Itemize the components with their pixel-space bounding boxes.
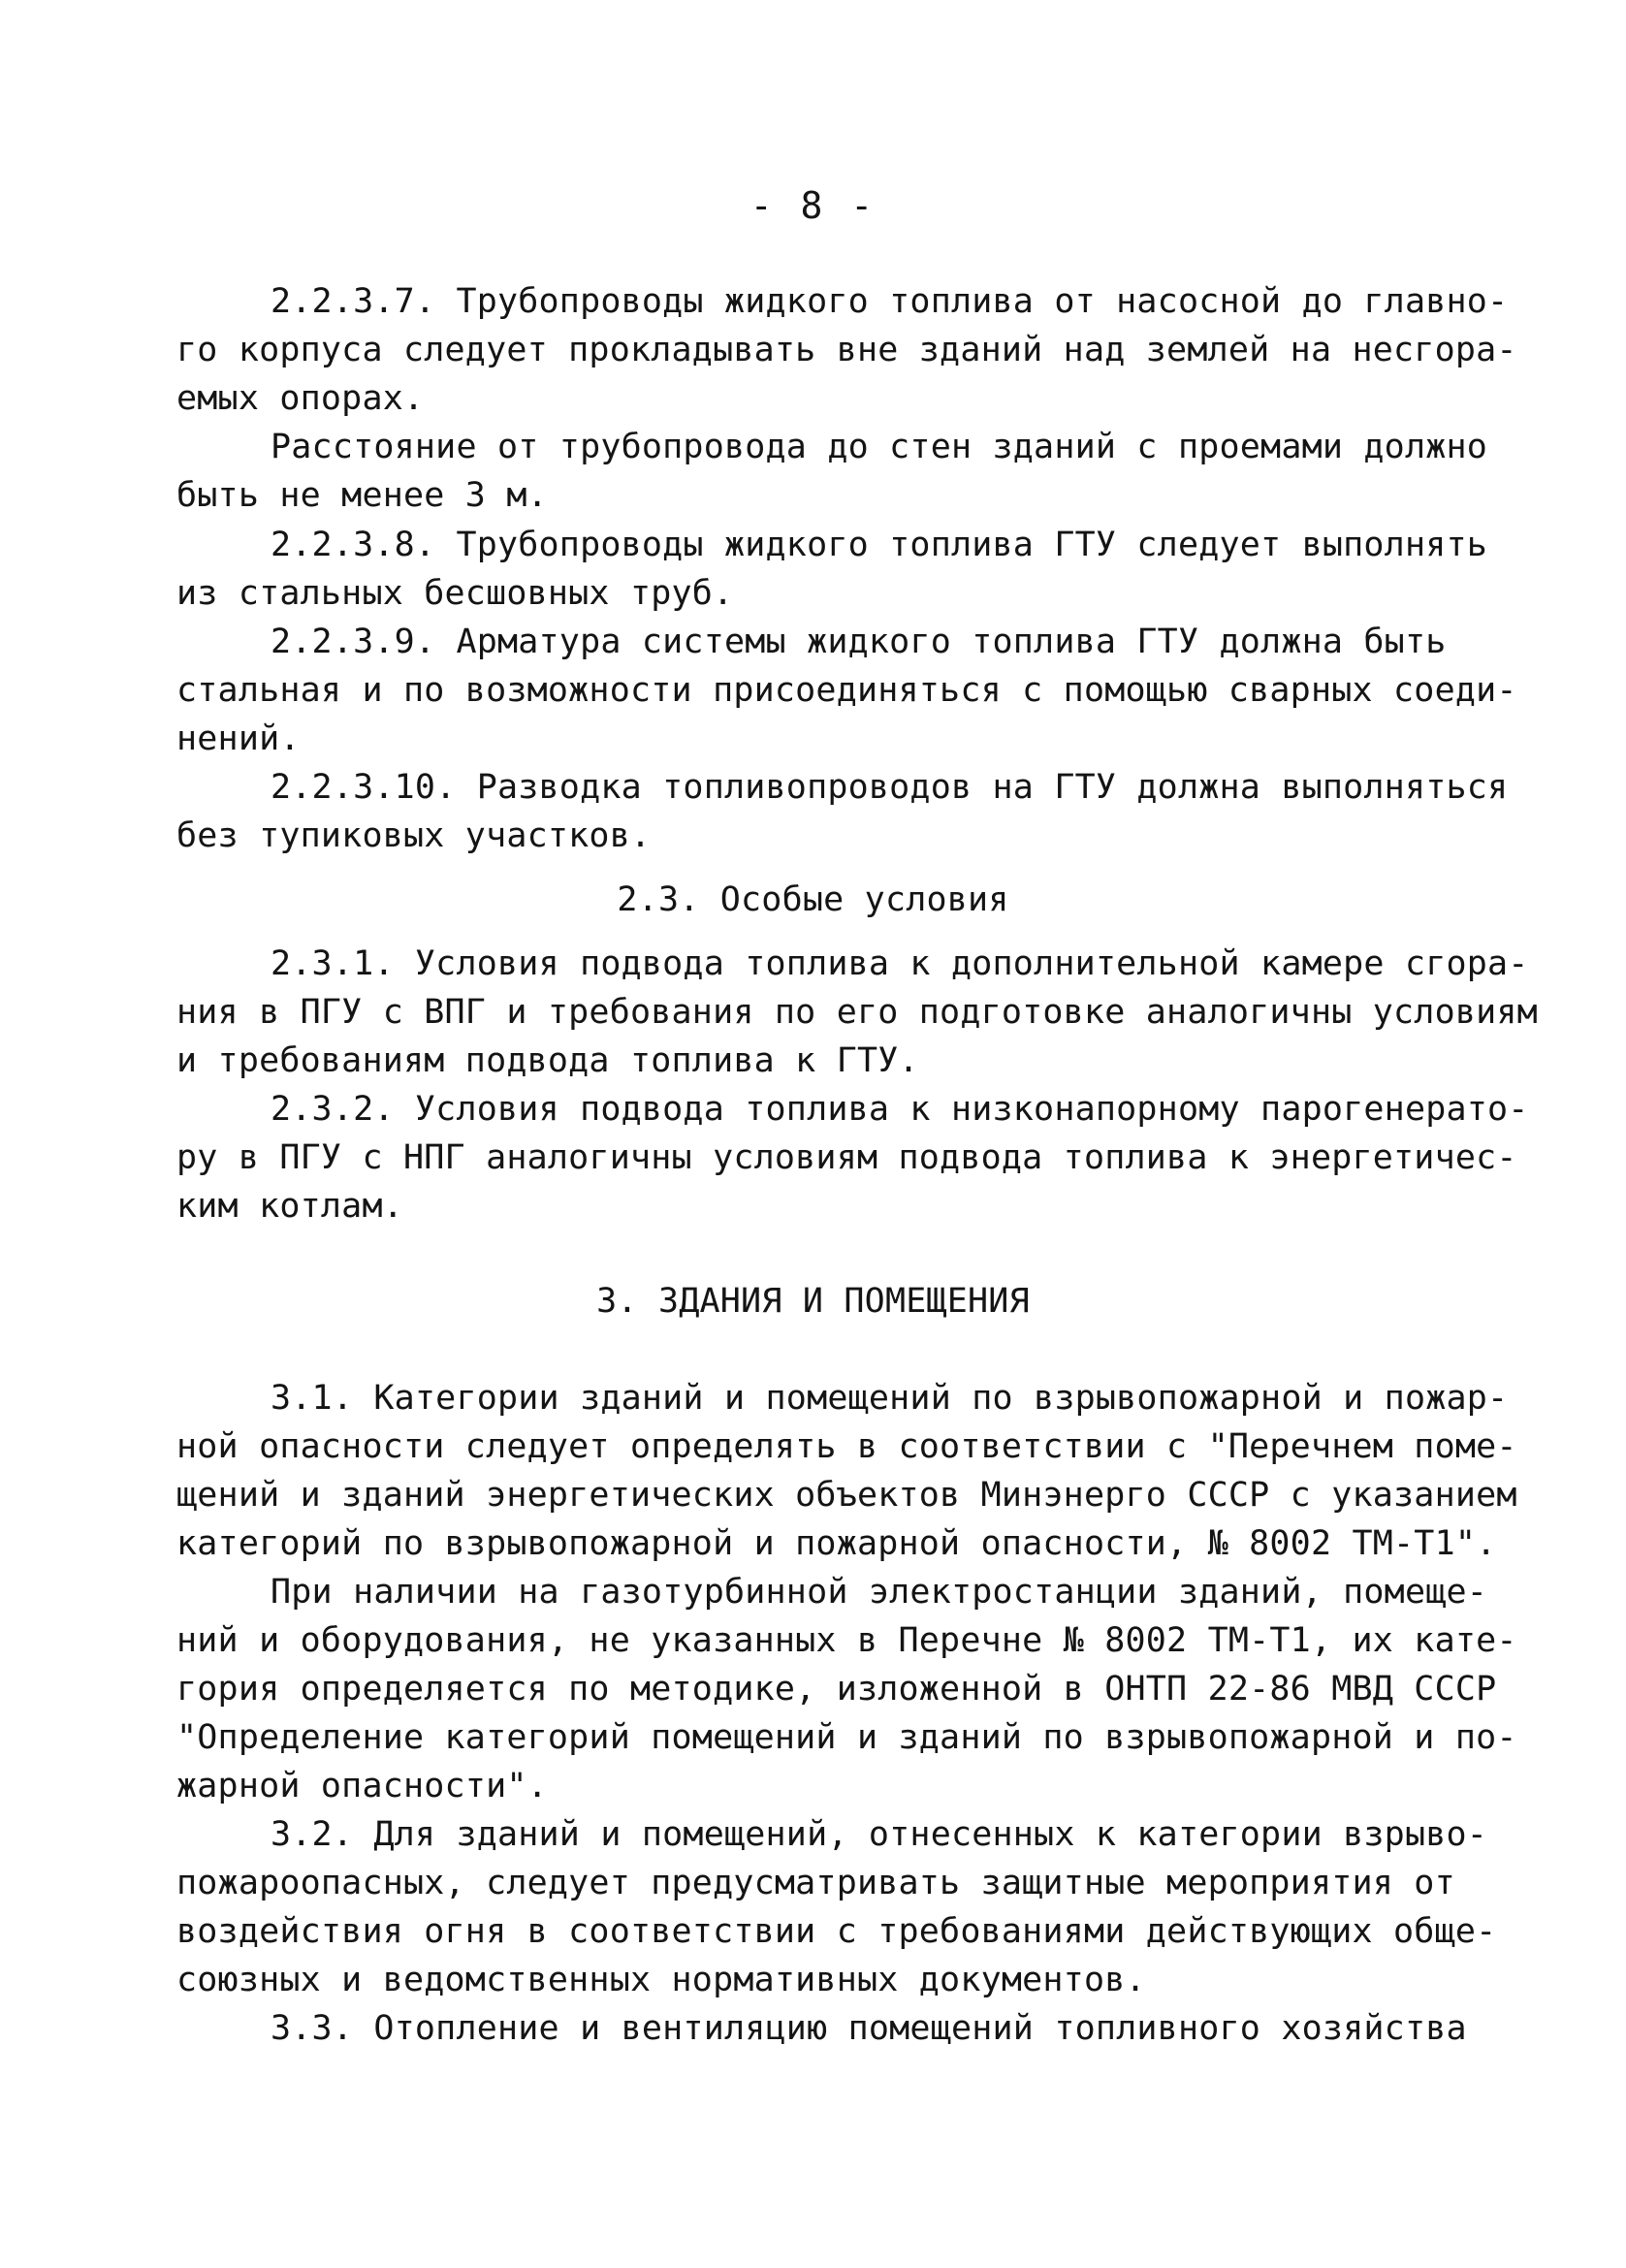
text-line: жарной опасности". xyxy=(176,1767,548,1805)
text-line: пожароопасных, следует предусматривать защитные мероприятия от xyxy=(176,1864,1455,1902)
text-line: и требованиям подвода топлива к ГТУ. xyxy=(176,1041,919,1080)
text-line: нений. xyxy=(176,719,301,758)
text-line: из стальных бесшовных труб. xyxy=(176,574,734,613)
section-heading: 2.3. Особые условия xyxy=(617,880,1009,919)
chapter-heading: 3. ЗДАНИЯ И ПОМЕЩЕНИЯ xyxy=(596,1282,1030,1321)
text-line: емых опорах. xyxy=(176,379,425,418)
text-line: 2.2.3.8. Трубопроводы жидкого топлива ГТУ следует выполнять xyxy=(271,526,1488,564)
text-line: ким котлам. xyxy=(176,1187,403,1226)
text-line: 3.1. Категории зданий и помещений по взрывопожарной и пожар- xyxy=(271,1379,1509,1418)
text-line: категорий по взрывопожарной и пожарной опасности, № 8002 ТМ-Т1". xyxy=(176,1524,1497,1563)
text-line: ру в ПГУ с НПГ аналогичны условиям подвода топлива к энергетичес- xyxy=(176,1138,1517,1177)
text-line: 2.3.2. Условия подвода топлива к низконапорному парогенерато- xyxy=(271,1090,1529,1129)
text-line: 2.2.3.9. Арматура системы жидкого топлива ГТУ должна быть xyxy=(271,623,1447,661)
text-line: ний и оборудования, не указанных в Перечне № 8002 ТМ-Т1, их кате- xyxy=(176,1621,1517,1660)
text-line: 2.3.1. Условия подвода топлива к дополнительной камере сгора- xyxy=(271,944,1529,983)
text-line: ния в ПГУ с ВПГ и требования по его подготовке аналогичны условиям xyxy=(176,993,1538,1032)
text-line: ной опасности следует определять в соответствии с "Перечнем поме- xyxy=(176,1427,1517,1466)
text-line: Расстояние от трубопровода до стен зданий с проемами должно xyxy=(271,428,1488,466)
text-line: воздействия огня в соответствии с требованиями действующих обще- xyxy=(176,1912,1497,1951)
text-line: щений и зданий энергетических объектов Минэнерго СССР с указанием xyxy=(176,1476,1517,1515)
text-line: гория определяется по методике, изложенной в ОНТП 22-86 МВД СССР xyxy=(176,1670,1497,1709)
text-line: го корпуса следует прокладывать вне зданий над землей на несгора- xyxy=(176,331,1517,369)
text-line: быть не менее 3 м. xyxy=(176,476,548,515)
text-line: "Определение категорий помещений и зданий по взрывопожарной и по- xyxy=(176,1718,1517,1757)
page-number: - 8 - xyxy=(749,184,877,227)
text-line: 3.2. Для зданий и помещений, отнесенных к категории взрыво- xyxy=(271,1815,1488,1854)
text-line: При наличии на газотурбинной электростанции зданий, помеще- xyxy=(271,1573,1488,1612)
text-line: союзных и ведомственных нормативных документов. xyxy=(176,1961,1146,1999)
text-line: без тупиковых участков. xyxy=(176,816,652,855)
text-line: 2.2.3.10. Разводка топливопроводов на ГТУ должна выполняться xyxy=(271,768,1509,807)
text-line: 2.2.3.7. Трубопроводы жидкого топлива от насосной до главно- xyxy=(271,282,1509,321)
text-line: стальная и по возможности присоединяться с помощью сварных соеди- xyxy=(176,671,1517,710)
text-line: 3.3. Отопление и вентиляцию помещений топливного хозяйства xyxy=(271,2009,1467,2048)
